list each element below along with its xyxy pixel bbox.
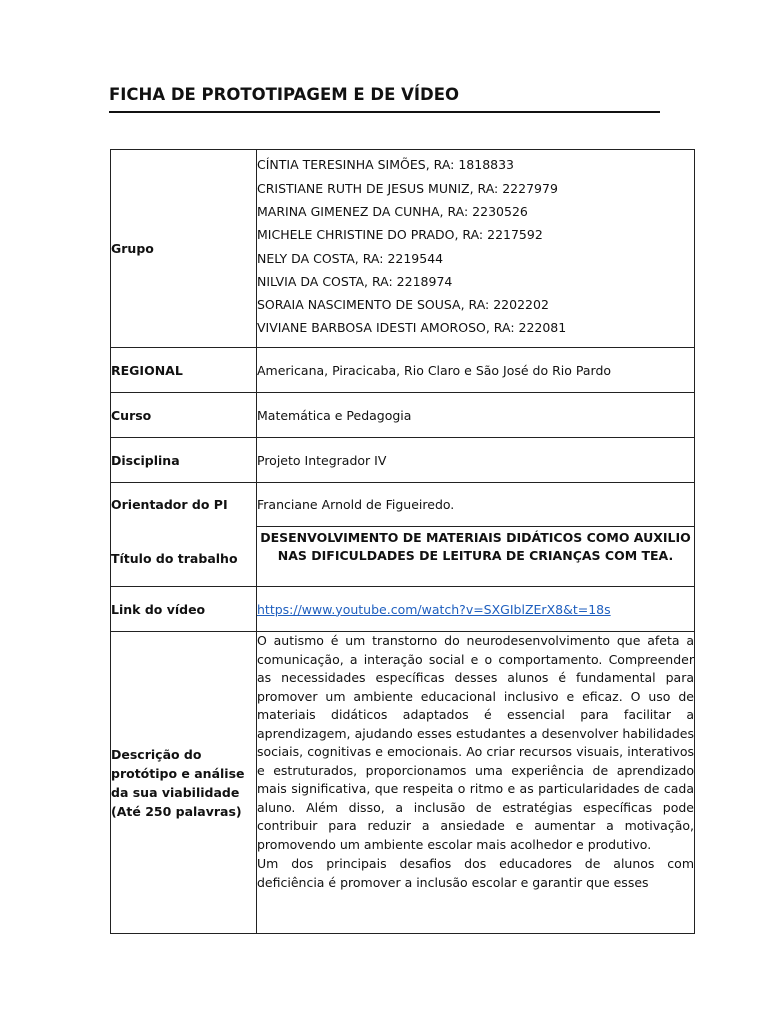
value-regional: Americana, Piracicaba, Rio Claro e São José do Rio Pardo <box>257 348 695 393</box>
row-descricao <box>111 632 695 934</box>
value-titulo <box>257 527 695 587</box>
value-disciplina: Projeto Integrador IV <box>257 438 695 483</box>
group-member: NILVIA DA COSTA, RA: 2218974 <box>257 273 453 289</box>
row-titulo <box>111 527 695 587</box>
value-orientador: Franciane Arnold de Figueiredo. <box>257 483 695 527</box>
row-grupo <box>111 150 695 348</box>
row-regional <box>111 348 695 393</box>
page-title: FICHA DE PROTOTIPAGEM E DE VÍDEO <box>109 85 460 104</box>
group-member: CÍNTIA TERESINHA SIMÕES, RA: 1818833 <box>257 157 515 173</box>
row-link <box>111 587 695 632</box>
label-link: Link do vídeo <box>111 587 257 632</box>
value-descricao <box>257 632 695 934</box>
row-curso <box>111 393 695 438</box>
label-titulo: Título do trabalho <box>111 527 257 587</box>
group-member: MICHELE CHRISTINE DO PRADO, RA: 2217592 <box>257 227 543 243</box>
description-paragraph: Um dos principais desafios dos educadores de alunos com deficiência é promover a inclusão escolar e garantir que esses <box>257 856 694 890</box>
title-underline <box>109 111 660 113</box>
label-grupo: Grupo <box>111 150 257 348</box>
video-link[interactable]: https://www.youtube.com/watch?v=SXGIblZErX8&t=18s <box>257 601 611 617</box>
description-paragraph: O autismo é um transtorno do neurodesenvolvimento que afeta a comunicação, a interação social e o comportamento. Compreender as necessidades específicas desses alunos é fundamental para promover um ambiente educacional inclusivo e eficaz. O uso de materiais didáticos adaptados é essencial para facilitar a aprendizagem, ajudando esses estudantes a desenvolver habilidades sociais, cognitivas e emocionais. Ao criar recursos visuais, interativos e estruturados, proporcionamos uma experiência de aprendizado mais significativa, que respeita o ritmo e as particularidades de cada aluno. Além disso, a inclusão de estratégias específicas pode contribuir para reduzir a ansiedade e aumentar a motivação, promovendo um ambiente escolar mais acolhedor e produtivo. <box>257 633 694 852</box>
label-descricao: Descrição do protótipo e análise da sua viabilidade (Até 250 palavras) <box>111 632 257 934</box>
label-regional: REGIONAL <box>111 348 257 393</box>
label-orientador: Orientador do PI <box>111 483 257 527</box>
group-member: CRISTIANE RUTH DE JESUS MUNIZ, RA: 2227979 <box>257 180 558 196</box>
form-table <box>110 149 695 934</box>
label-disciplina: Disciplina <box>111 438 257 483</box>
label-curso: Curso <box>111 393 257 438</box>
group-member: MARINA GIMENEZ DA CUNHA, RA: 2230526 <box>257 203 528 219</box>
group-member: SORAIA NASCIMENTO DE SOUSA, RA: 2202202 <box>257 297 549 313</box>
group-member: NELY DA COSTA, RA: 2219544 <box>257 250 444 266</box>
value-grupo <box>257 150 695 348</box>
group-members-list <box>257 152 694 344</box>
group-member: VIVIANE BARBOSA IDESTI AMOROSO, RA: 222081 <box>257 320 567 336</box>
row-disciplina <box>111 438 695 483</box>
value-link <box>257 587 695 632</box>
value-curso: Matemática e Pedagogia <box>257 393 695 438</box>
work-title: DESENVOLVIMENTO DE MATERIAIS DIDÁTICOS COMO AUXILIO NAS DIFICULDADES DE LEITURA DE CRIANÇAS COM TEA. <box>260 530 691 563</box>
row-orientador <box>111 483 695 527</box>
